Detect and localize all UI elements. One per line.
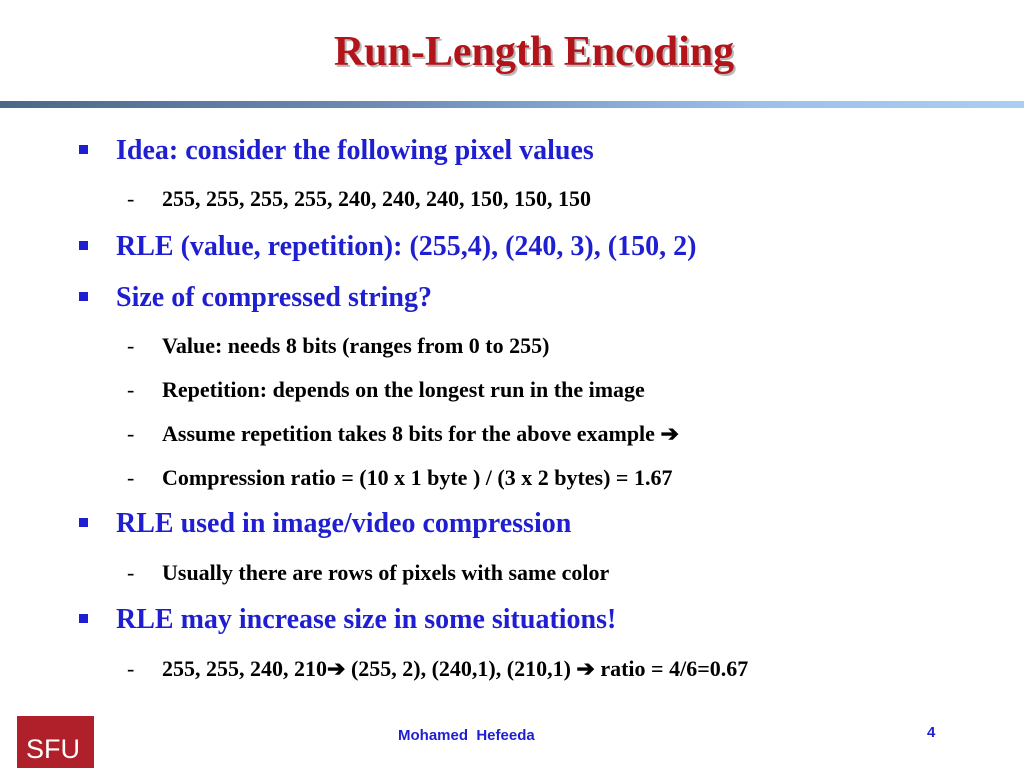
sub-bullet-item [127,421,679,447]
page-number: 4 [927,724,936,741]
sub-bullet-item [127,560,610,586]
dash-marker: - [127,377,135,402]
dash-marker: - [127,656,135,681]
sub-bullet-text: Usually there are rows of pixels with same color [162,560,610,585]
square-bullet-icon [79,518,88,527]
bullet-item [116,508,571,540]
sub-bullet-item [127,333,550,359]
square-bullet-icon [79,145,88,154]
dash-marker: - [127,333,135,358]
sfu-logo [17,716,94,768]
bullet-text: RLE may increase size in some situations! [116,604,617,635]
bullet-item [116,135,594,167]
right-arrow-icon: ➔ [327,656,346,681]
bullet-text: RLE (value, repetition): (255,4), (240, 3), (150, 2) [116,231,697,262]
right-arrow-icon: ➔ [660,421,679,446]
sub-bullet-text: Repetition: depends on the longest run in the image [162,377,645,402]
sub-bullet-text: 255, 255, 255, 255, 240, 240, 240, 150, 150, 150 [162,186,591,211]
sub-bullet-text: Assume repetition takes 8 bits for the above example [162,421,655,446]
dash-marker: - [127,560,135,585]
bullet-text: RLE used in image/video compression [116,508,572,539]
bullet-item [116,604,616,636]
square-bullet-icon [79,241,88,250]
sub-bullet-text-part: 255, 255, 240, 210 [162,656,327,681]
sub-bullet-text: Value: needs 8 bits (ranges from 0 to 255) [162,333,550,358]
dash-marker: - [127,421,135,446]
sub-bullet-item [127,656,749,682]
sub-bullet-item [127,186,591,212]
bullet-item [116,282,432,314]
slide-title: Run-Length Encoding [333,29,735,75]
square-bullet-icon [79,614,88,623]
bullet-text: Size of compressed string? [116,282,432,313]
sub-bullet-item [127,465,673,491]
footer-author: Mohamed Hefeeda [398,727,535,744]
sub-bullet-text-part: (255, 2), (240,1), (210,1) [345,656,577,681]
sub-bullet-item [127,377,645,403]
dash-marker: - [127,465,135,490]
bullet-item [116,231,696,263]
bullet-text: Idea: consider the following pixel values [116,135,594,166]
sub-bullet-text-part: ratio = 4/6=0.67 [594,656,749,681]
square-bullet-icon [79,292,88,301]
sub-bullet-text: Compression ratio = (10 x 1 byte ) / (3 x 2 bytes) = 1.67 [162,465,673,490]
logo-text: SFU [26,734,80,764]
right-arrow-icon: ➔ [576,656,595,681]
dash-marker: - [127,186,135,211]
